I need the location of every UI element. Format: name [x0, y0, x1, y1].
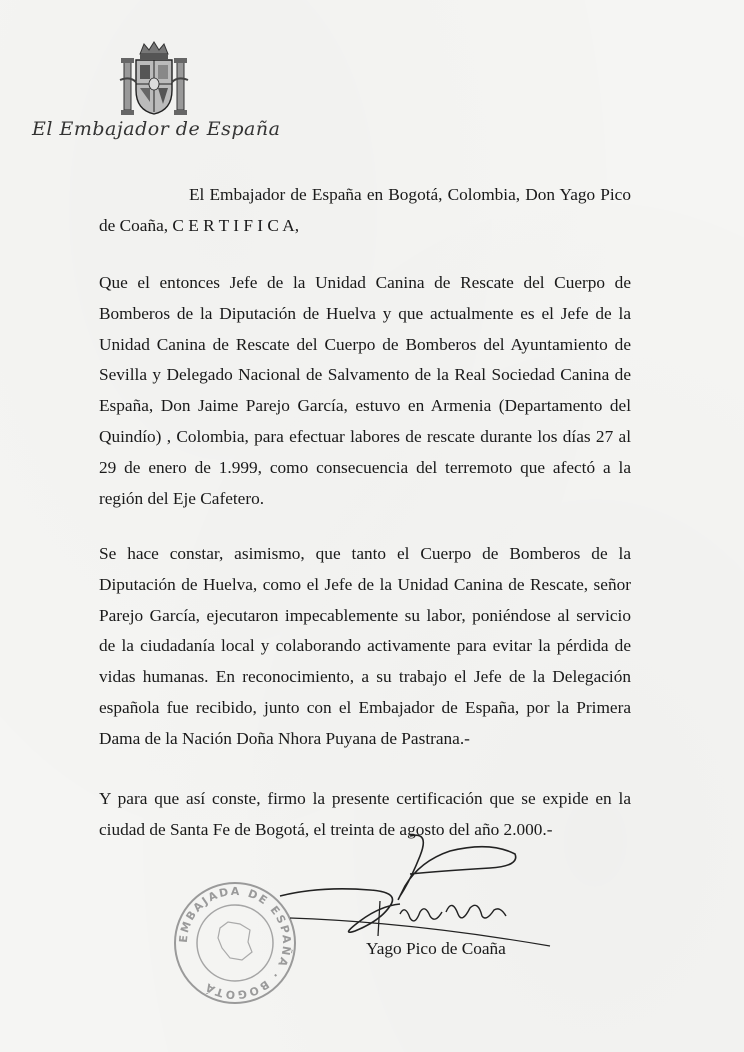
signer-name: Yago Pico de Coaña [366, 939, 506, 958]
paragraph-text: Que el entonces Jefe de la Unidad Canina de Rescate del Cuerpo de Bomberos de la Diputación de Huelva y que actualmente es el Jefe de la Unidad Canina de Rescate del Cuerpo de Bomberos del Ayuntamiento de Sevilla y Delegado Nacional de Salvamento de la Real Sociedad Canina de España, Don Jaime Parejo García, estuvo en Armenia (Departamento del Quindío) , Colombia, para efectuar labores de rescate durante los días 27 al 29 de enero de 1.999, como consecuencia del terremoto que afectó a la región del Eje Cafetero. [99, 273, 631, 508]
body-paragraph-2 [99, 268, 631, 514]
body-paragraph-1 [99, 180, 631, 242]
royal-coat-of-arms-icon [118, 40, 190, 118]
paragraph-text: Y para que así conste, firmo la presente certificación que se expide en la ciudad de Santa Fe de Bogotá, el treinta de agosto del año 2.000.- [99, 789, 631, 839]
paragraph-text: Se hace constar, asimismo, que tanto el Cuerpo de Bomberos de la Diputación de Huelva, como el Jefe de la Unidad Canina de Rescate, señor Parejo García, ejecutaron impecablemente su labor, poniéndose al servicio de la ciudadanía local y colaborando activamente para evitar la pérdida de vidas humanas. En reconocimiento, a su trabajo el Jefe de la Delegación española fue recibido, junto con el Embajador de España, por la Primera Dama de la Nación Doña Nhora Puyana de Pastrana.- [99, 544, 631, 748]
body-paragraph-3 [99, 539, 631, 755]
handwritten-signature [260, 826, 560, 956]
stamp-text: EMBAJADA DE ESPAÑA · BOGOTÁ [176, 884, 294, 1002]
letterhead-title: El Embajador de España [32, 118, 281, 140]
paragraph-text: El Embajador de España en Bogotá, Colombia, Don Yago Pico de Coaña, C E R T I F I C A, [99, 185, 631, 235]
